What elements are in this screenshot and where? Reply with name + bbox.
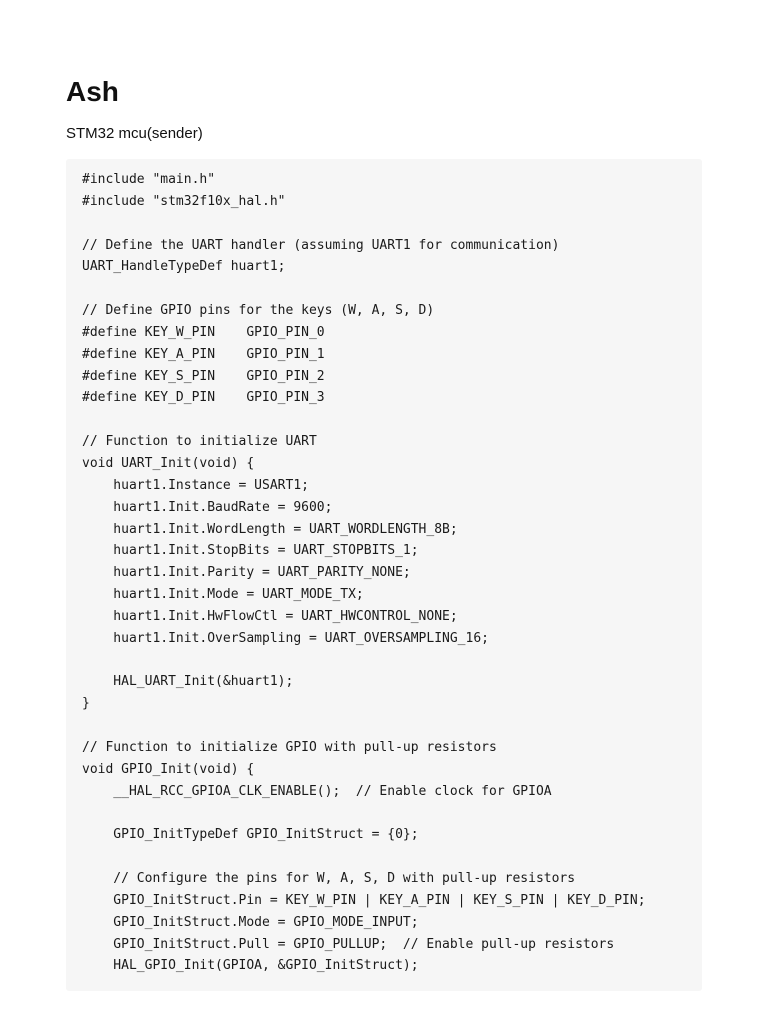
code-line: void UART_Init(void) { [82,455,255,471]
code-line: huart1.Init.StopBits = UART_STOPBITS_1; [82,543,419,559]
code-line: // Define the UART handler (assuming UART1 for communication) [82,237,560,253]
code-line [82,650,702,672]
code-line: GPIO_InitStruct.Pull = GPIO_PULLUP; // Enable pull-up resistors [82,936,615,952]
code-line: huart1.Instance = USART1; [82,477,309,493]
code-line: #define KEY_A_PIN GPIO_PIN_1 [82,346,325,362]
code-line: __HAL_RCC_GPIOA_CLK_ENABLE(); // Enable clock for GPIOA [82,783,552,799]
code-line: GPIO_InitTypeDef GPIO_InitStruct = {0}; [82,827,419,843]
code-line: } [82,696,90,712]
page-subtitle: STM32 mcu(sender) [66,125,203,142]
code-line: huart1.Init.OverSampling = UART_OVERSAMPLING_16; [82,630,489,646]
code-line: #include "stm32f10x_hal.h" [82,193,286,209]
code-line: huart1.Init.Mode = UART_MODE_TX; [82,587,364,603]
code-line: GPIO_InitStruct.Mode = GPIO_MODE_INPUT; [82,914,419,930]
code-line: huart1.Init.HwFlowCtl = UART_HWCONTROL_NONE; [82,608,458,624]
code-line: huart1.Init.BaudRate = 9600; [82,499,333,515]
code-line [82,409,702,431]
code-line: // Function to initialize GPIO with pull-up resistors [82,739,497,755]
code-line [82,846,702,868]
code-line [82,715,702,737]
code-line: #define KEY_D_PIN GPIO_PIN_3 [82,390,325,406]
code-line: HAL_GPIO_Init(GPIOA, &GPIO_InitStruct); [82,958,419,974]
code-block[interactable] [66,159,702,991]
code-line: // Define GPIO pins for the keys (W, A, S, D) [82,303,435,319]
code-line [82,802,702,824]
code-line: GPIO_InitStruct.Pin = KEY_W_PIN | KEY_A_PIN | KEY_S_PIN | KEY_D_PIN; [82,892,646,908]
code-line: UART_HandleTypeDef huart1; [82,259,286,275]
code-line: #include "main.h" [82,172,216,187]
page-title: Ash [66,76,119,107]
code-line: // Configure the pins for W, A, S, D with pull-up resistors [82,871,576,886]
code-line: HAL_UART_Init(&huart1); [82,674,294,690]
code-line: // Function to initialize UART [82,434,317,450]
code-line: void GPIO_Init(void) { [82,761,255,777]
code-line [82,278,702,300]
code-line: #define KEY_S_PIN GPIO_PIN_2 [82,368,325,384]
code-line: #define KEY_W_PIN GPIO_PIN_0 [82,324,325,340]
code-line [82,213,702,235]
code-line: huart1.Init.WordLength = UART_WORDLENGTH_8B; [82,521,458,537]
code-line: huart1.Init.Parity = UART_PARITY_NONE; [82,565,411,581]
